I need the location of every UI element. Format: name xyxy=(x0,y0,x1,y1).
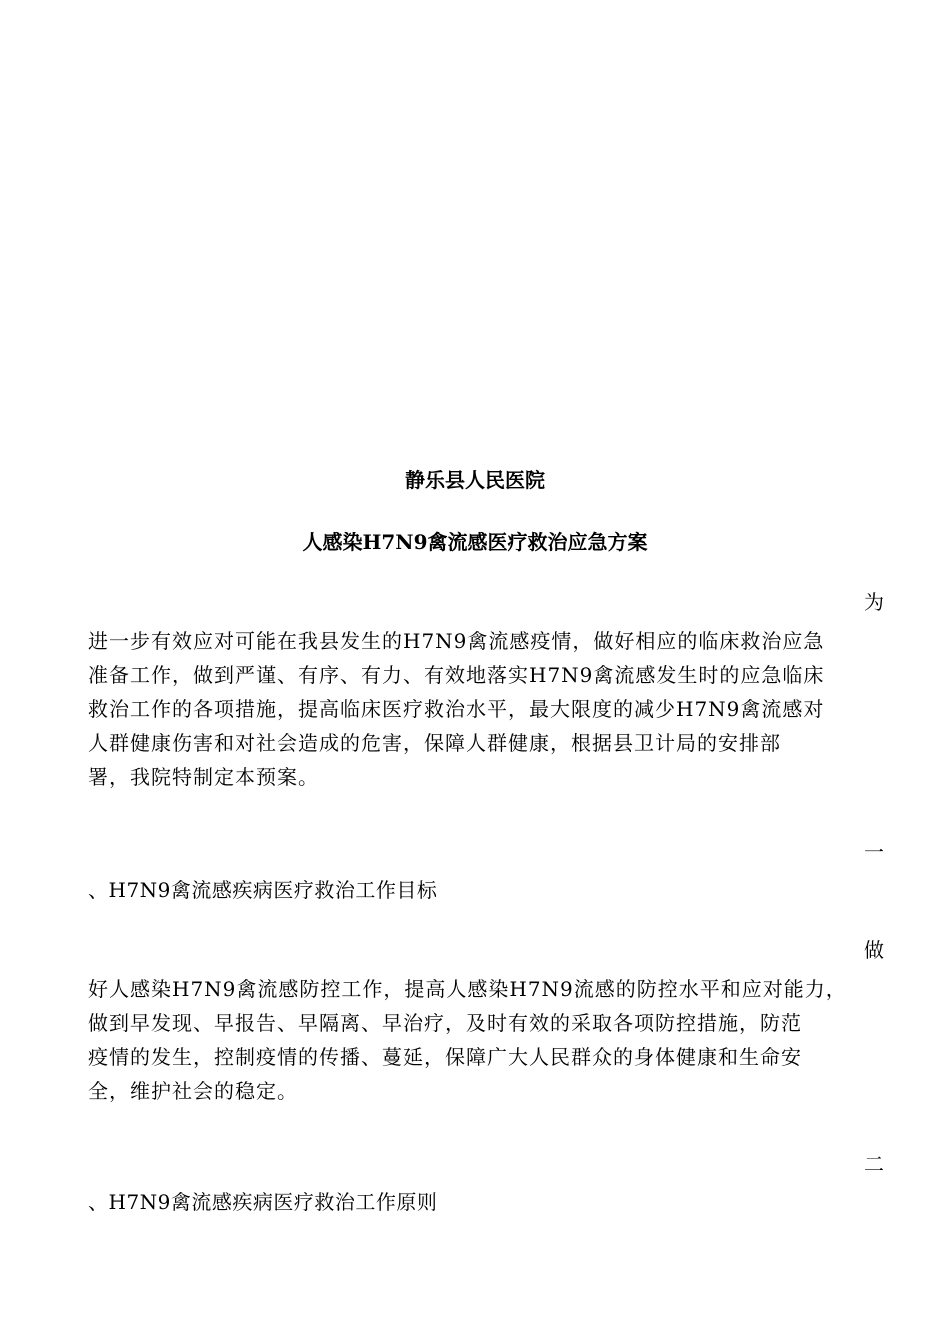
organization-title: 静乐县人民医院 xyxy=(405,468,545,492)
paragraph-line: 进一步有效应对可能在我县发生的H7N9禽流感疫情，做好相应的临床救治应急 xyxy=(88,629,825,653)
section2-heading: 、H7N9禽流感疾病医疗救治工作原则 xyxy=(88,1190,438,1214)
paragraph-line: 疫情的发生，控制疫情的传播、蔓延，保障广大人民群众的身体健康和生命安 xyxy=(88,1045,802,1069)
paragraph-line: 好人感染H7N9禽流感防控工作，提高人感染H7N9流感的防控水平和应对能力， xyxy=(88,977,847,1001)
section1-lead-character: 做 xyxy=(864,938,884,962)
intro-paragraph xyxy=(88,624,878,794)
paragraph-line: 署，我院特制定本预案。 xyxy=(88,765,319,789)
paragraph-line: 准备工作，做到严谨、有序、有力、有效地落实H7N9禽流感发生时的应急临床 xyxy=(88,663,825,687)
section1-heading: 、H7N9禽流感疾病医疗救治工作目标 xyxy=(88,878,438,902)
section1-number: 一 xyxy=(864,840,884,864)
paragraph-line: 做到早发现、早报告、早隔离、早治疗，及时有效的采取各项防控措施，防范 xyxy=(88,1011,802,1035)
paragraph-line: 救治工作的各项措施，提高临床医疗救治水平，最大限度的减少H7N9禽流感对 xyxy=(88,697,825,721)
intro-lead-character: 为 xyxy=(864,590,884,614)
section1-paragraph xyxy=(88,972,878,1108)
plan-title: 人感染H7N9禽流感医疗救治应急方案 xyxy=(302,530,648,554)
paragraph-line: 全，维护社会的稳定。 xyxy=(88,1079,298,1103)
paragraph-line: 人群健康伤害和对社会造成的危害，保障人群健康，根据县卫计局的安排部 xyxy=(88,731,781,755)
section2-number: 二 xyxy=(864,1152,884,1176)
